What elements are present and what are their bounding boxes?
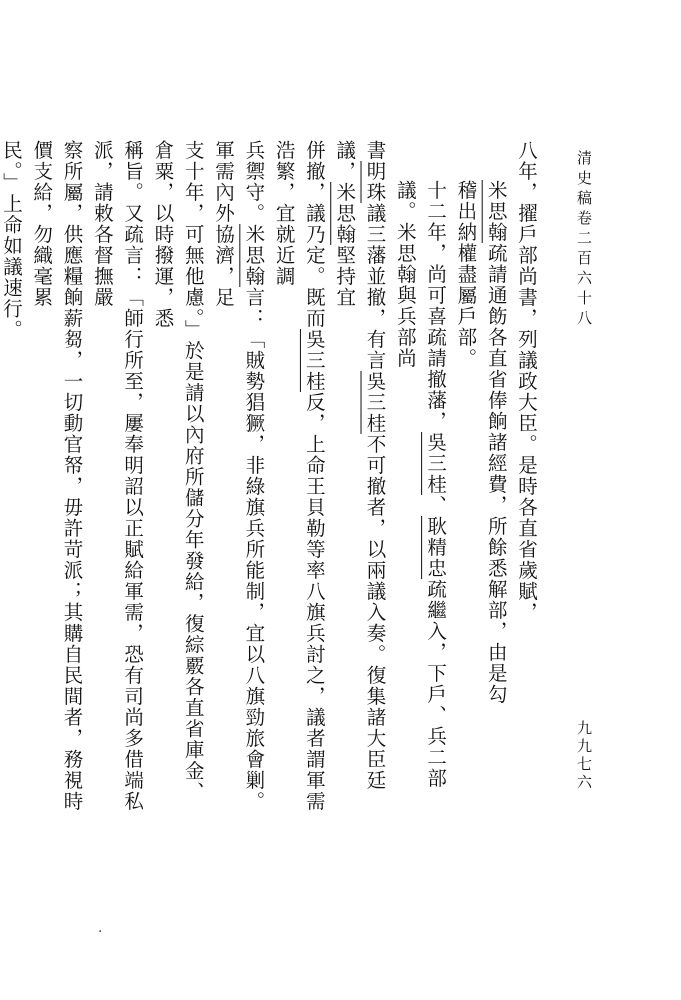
text-run: 併撤，議乃定。既而 — [302, 140, 326, 329]
text-column — [208, 140, 269, 820]
text-column — [268, 140, 329, 820]
running-header: 清史稿卷二百六十八 — [575, 150, 593, 330]
text-column — [329, 140, 390, 820]
scan-speck: · — [98, 924, 103, 940]
text-run: 反，上命王貝勒等率八旗兵討之，議者謂軍需浩繁，宜就近調 — [272, 140, 326, 812]
page-number: 九九七六 — [575, 720, 593, 792]
text-run: 支十年，可無他慮。」於是請以內府所儲分年發給，復綜覈各直省庫金、倉粟，以時撥運，悉 — [151, 140, 205, 803]
text-run: 書 — [363, 140, 387, 161]
text-run: 八年，擢戶部尚書，列議政大臣。是時各直省歲賦， — [515, 140, 538, 623]
text-run: 兵禦守。 — [242, 140, 266, 224]
text-column — [450, 140, 480, 820]
proper-name: 米思翰 — [242, 224, 266, 287]
text-run: 議三藩並撤，有言 — [363, 203, 387, 371]
text-run: 疏繼入，下戶、兵二部議。米思翰與兵部尚 — [393, 180, 448, 789]
text-run: 堅持宜 — [333, 245, 357, 308]
text-column — [87, 140, 148, 820]
proper-name: 耿精忠 — [424, 516, 448, 579]
proper-name: 明珠 — [363, 161, 387, 203]
text-column — [480, 140, 510, 820]
text-run: 民。」上命如議速行。 — [0, 140, 23, 341]
text-column — [511, 140, 541, 820]
text-column — [0, 140, 26, 820]
proper-name: 米思翰 — [484, 180, 508, 243]
main-text — [0, 140, 541, 820]
text-column — [26, 140, 87, 820]
proper-name: 吳三桂 — [363, 371, 387, 434]
text-run: 察所屬，供應糧餉薪芻，一切動官帑，毋許苛派；其購自民間者，務視時價支給，勿織毫累 — [30, 140, 84, 812]
proper-name: 米思翰 — [333, 182, 357, 245]
text-run: 疏請通飭各直省俸餉諸經費，所餘悉解部，由是勾 — [484, 243, 508, 705]
text-run: 十二年，尚可喜疏請撤藩， — [424, 180, 448, 432]
text-column — [390, 140, 451, 820]
text-column — [147, 140, 208, 820]
text-run: 言：「賊勢猖獗，非綠旗兵所能制，宜以八旗勁旅會剿。軍需內外協濟，足 — [212, 140, 266, 812]
proper-name: 吳三桂 — [302, 329, 326, 392]
text-run: 、 — [424, 495, 448, 516]
text-run: 稱旨。又疏言：「師行所至，屢奉明詔以正賦給軍需，恐有司尚多借端私派，請敕各督撫嚴 — [90, 140, 145, 812]
proper-name: 吳三桂 — [424, 432, 448, 495]
text-run: 不可撤者，以兩議入奏。復集諸大臣廷議， — [333, 140, 387, 791]
text-run: 稽出納權盡屬戶部。 — [454, 180, 478, 369]
